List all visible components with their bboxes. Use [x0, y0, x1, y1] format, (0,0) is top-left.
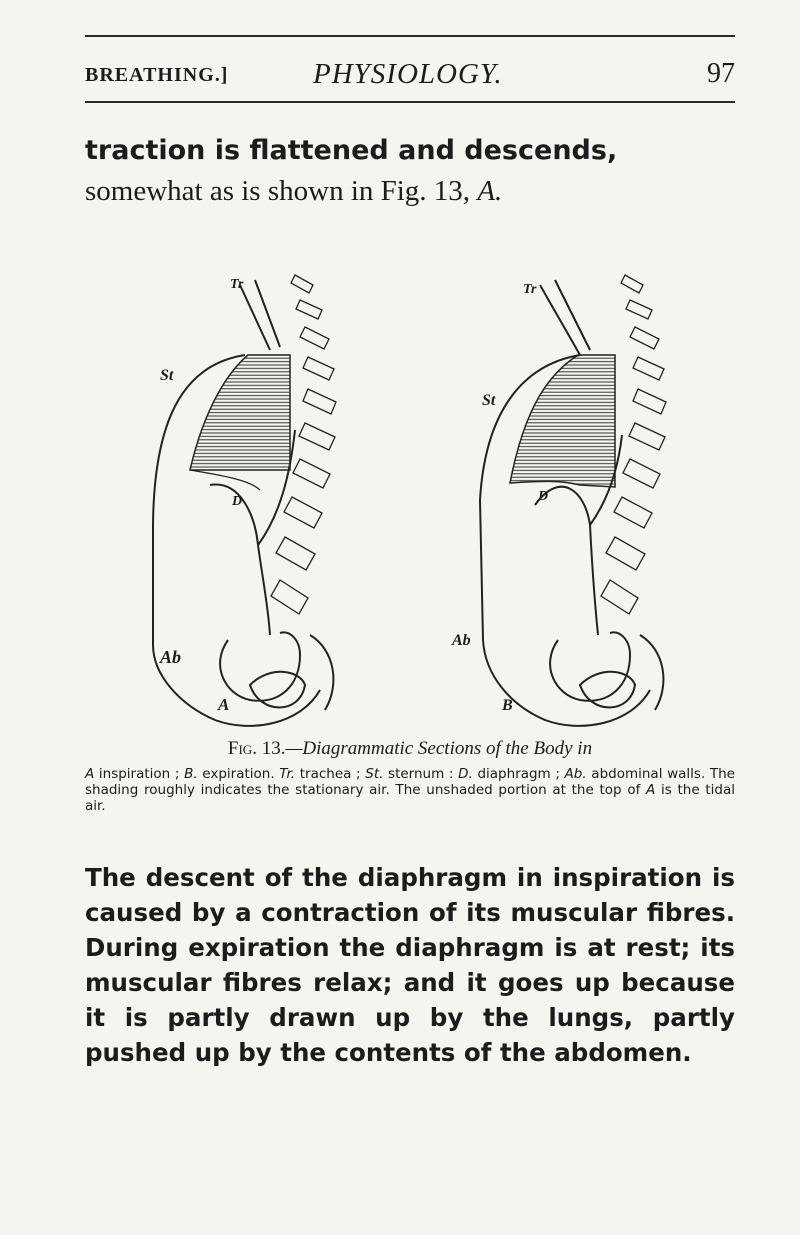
caption-letter: Tr. — [279, 766, 296, 782]
figure-13 — [140, 255, 740, 730]
intro-bold-text: traction is flattened and descends, — [85, 135, 618, 166]
caption-fig-number: Fig. 13. — [227, 738, 286, 759]
label-a-ab: Ab — [160, 647, 182, 667]
intro-regular-text: somewhat as is shown in Fig. 13, — [85, 175, 478, 207]
label-a-st: St — [160, 367, 174, 384]
caption-letter: B. — [184, 766, 198, 782]
section-label: BREATHING.] — [85, 64, 229, 86]
caption-text: diaphragm ; — [472, 766, 565, 782]
label-b-st: St — [482, 392, 496, 409]
caption-text: expiration. — [197, 766, 280, 782]
body-paragraph: The descent of the diaphragm in inspiration is caused by a contraction of its muscular fibres. During expiration the diaphragm is at rest; its muscular fibres relax; and it goes up because it is partly drawn up by the lungs, partly pushed up by the contents of the abdomen. — [85, 863, 735, 1067]
header-top-rule — [85, 35, 735, 37]
caption-text: trachea ; — [295, 766, 366, 782]
caption-title — [85, 738, 735, 760]
caption-title-dash: — — [285, 738, 303, 759]
caption-text: sternum : — [383, 766, 459, 782]
page-header — [85, 58, 735, 98]
caption-letter: A — [85, 766, 95, 782]
label-a: A — [218, 695, 230, 714]
label-b-d: D — [538, 489, 549, 504]
caption-text: is the tidal air. — [85, 782, 735, 814]
caption-text: abdominal walls. The shading roughly indicates the stationary air. The unshaded portion at the top of — [85, 766, 735, 798]
header-bottom-rule — [85, 101, 735, 103]
intro-paragraph — [85, 130, 735, 211]
section-b-expiration — [451, 275, 666, 726]
intro-fig-letter: A. — [477, 175, 503, 207]
section-a-inspiration — [153, 275, 336, 726]
label-a-d: D — [232, 494, 243, 509]
caption-letter: D. — [458, 766, 473, 782]
caption-text: inspiration ; — [94, 766, 185, 782]
label-b: B — [502, 697, 513, 714]
label-b-ab: Ab — [452, 632, 471, 649]
label-a-tr: Tr — [230, 277, 244, 292]
figure-caption — [85, 738, 735, 814]
running-title: PHYSIOLOGY. — [313, 58, 503, 90]
caption-body — [85, 766, 735, 814]
caption-letter: A — [646, 782, 656, 798]
caption-letter: Ab. — [564, 766, 587, 782]
figure-illustration — [140, 255, 740, 730]
caption-letter: St. — [365, 766, 384, 782]
caption-title-text: Diagrammatic Sections of the Body in — [302, 738, 593, 759]
label-b-tr: Tr — [523, 282, 537, 297]
page-number: 97 — [707, 58, 735, 89]
